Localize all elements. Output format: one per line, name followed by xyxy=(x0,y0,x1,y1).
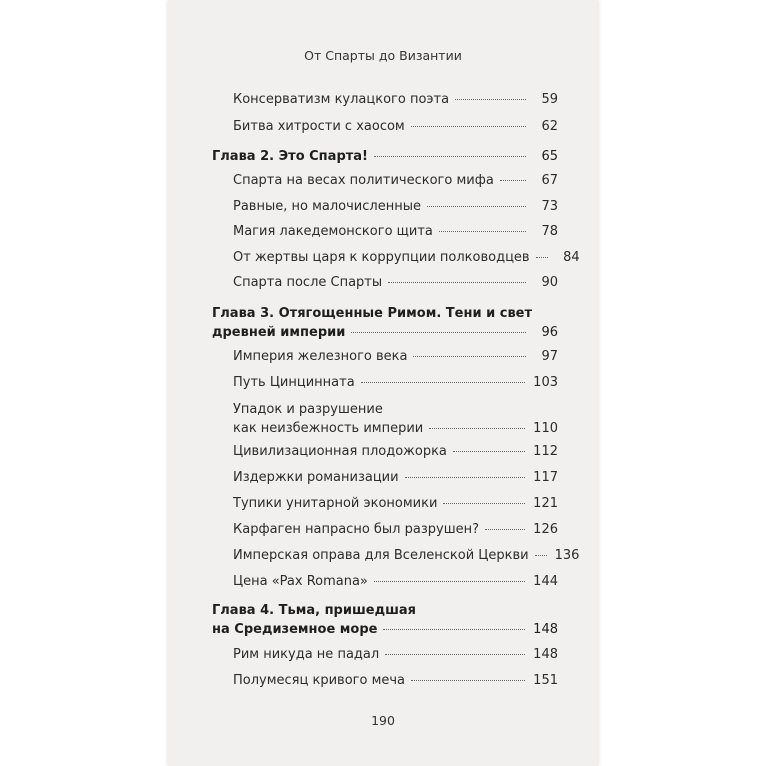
leader-dots xyxy=(443,503,525,504)
toc-entry-title: как неизбежность империи xyxy=(233,421,424,436)
toc-entry[interactable] xyxy=(233,222,558,241)
leader-dots xyxy=(411,680,525,681)
toc-chapter[interactable] xyxy=(212,147,558,166)
toc-entry-title: Спарта после Спарты xyxy=(233,275,383,290)
page-number: 190 xyxy=(371,713,395,728)
toc-entry-title-line1: Упадок и разрушение xyxy=(233,402,383,417)
leader-dots xyxy=(413,356,526,357)
toc-chapter[interactable] xyxy=(212,601,558,639)
toc-entry[interactable] xyxy=(233,273,558,292)
leader-dots xyxy=(374,156,526,157)
leader-dots xyxy=(351,332,526,333)
toc-page-number: 121 xyxy=(533,496,558,511)
toc-entry[interactable] xyxy=(233,520,558,539)
leader-dots xyxy=(411,126,526,127)
toc-entry-title: Империя железного века xyxy=(233,349,408,364)
toc-entry[interactable] xyxy=(233,90,558,109)
toc-page-number: 65 xyxy=(541,149,558,164)
toc-chapter[interactable] xyxy=(212,304,558,342)
toc-entry[interactable] xyxy=(233,645,558,664)
leader-dots xyxy=(385,654,525,655)
toc-entry-title: Полумесяц кривого меча xyxy=(233,673,406,688)
toc-entry[interactable] xyxy=(233,347,558,366)
toc-entry-title: Имперская оправа для Вселенской Церкви xyxy=(233,548,529,563)
toc-page-number: 151 xyxy=(533,673,558,688)
toc-page-number: 59 xyxy=(541,92,558,107)
running-header: От Спарты до Византии xyxy=(304,48,462,63)
toc-entry[interactable] xyxy=(233,400,558,438)
leader-dots xyxy=(429,428,525,429)
toc-chapter-title-line1: Глава 4. Тьма, пришедшая xyxy=(212,603,417,618)
toc-page-number: 126 xyxy=(533,522,558,537)
toc-entry[interactable] xyxy=(233,248,580,267)
toc-entry-title: Путь Цинцинната xyxy=(233,375,355,390)
toc-page-number: 148 xyxy=(533,647,558,662)
toc-page-number: 73 xyxy=(541,199,558,214)
toc-page-number: 112 xyxy=(533,444,558,459)
toc-page-number: 67 xyxy=(541,173,558,188)
toc-entry-title: Равные, но малочисленные xyxy=(233,199,421,214)
toc-entry[interactable] xyxy=(233,546,580,565)
book-page xyxy=(168,0,598,766)
toc-page-number: 144 xyxy=(533,574,558,589)
leader-dots xyxy=(388,282,526,283)
toc-chapter-title: Глава 2. Это Спарта! xyxy=(212,149,368,164)
toc-chapter-title: древней империи xyxy=(212,325,346,340)
leader-dots xyxy=(361,382,525,383)
leader-dots xyxy=(455,99,526,100)
toc-entry-title: Битва хитрости с хаосом xyxy=(233,119,405,134)
toc-entry-title: Цена «Pax Romana» xyxy=(233,574,368,589)
toc-entry[interactable] xyxy=(233,671,558,690)
leader-dots xyxy=(535,555,547,556)
leader-dots xyxy=(500,180,526,181)
toc-entry[interactable] xyxy=(233,468,558,487)
toc-chapter-title: на Средиземное море xyxy=(212,622,378,637)
leader-dots xyxy=(405,477,526,478)
toc-entry-title: Консерватизм кулацкого поэта xyxy=(233,92,450,107)
toc-entry-title: Спарта на весах политического мифа xyxy=(233,173,494,188)
leader-dots xyxy=(536,257,548,258)
toc-entry-title: Цивилизационная плодожорка xyxy=(233,444,447,459)
leader-dots xyxy=(374,581,525,582)
toc-page-number: 62 xyxy=(541,119,558,134)
toc-entry-title: Карфаген напрасно был разрушен? xyxy=(233,522,479,537)
toc-page-number: 103 xyxy=(533,375,558,390)
toc-page-number: 136 xyxy=(554,548,580,563)
toc-page-number: 117 xyxy=(533,470,558,485)
leader-dots xyxy=(439,231,526,232)
toc-entry-title: Рим никуда не падал xyxy=(233,647,380,662)
toc-entry-title: Тупики унитарной экономики xyxy=(233,496,438,511)
toc-page-number: 90 xyxy=(541,275,558,290)
toc-entry[interactable] xyxy=(233,171,558,190)
toc-entry[interactable] xyxy=(233,442,558,461)
toc-entry[interactable] xyxy=(233,373,558,392)
toc-entry-title: Магия лакедемонского щита xyxy=(233,224,433,239)
toc-entry-title: От жертвы царя к коррупции полководцев xyxy=(233,250,530,265)
toc-entry[interactable] xyxy=(233,117,558,136)
toc-page-number: 96 xyxy=(541,325,558,340)
toc-page-number: 84 xyxy=(563,250,580,265)
toc-page-number: 97 xyxy=(541,349,558,364)
toc-chapter-title-line1: Глава 3. Отягощенные Римом. Тени и свет xyxy=(212,306,533,321)
toc-entry-title: Издержки романизации xyxy=(233,470,399,485)
leader-dots xyxy=(427,206,526,207)
leader-dots xyxy=(383,629,525,630)
toc-page-number: 110 xyxy=(533,421,558,436)
toc-page-number: 148 xyxy=(533,622,558,637)
toc-entry[interactable] xyxy=(233,494,558,513)
toc-page-number: 78 xyxy=(541,224,558,239)
leader-dots xyxy=(485,529,525,530)
leader-dots xyxy=(453,451,525,452)
toc-entry[interactable] xyxy=(233,197,558,216)
toc-entry[interactable] xyxy=(233,572,558,591)
